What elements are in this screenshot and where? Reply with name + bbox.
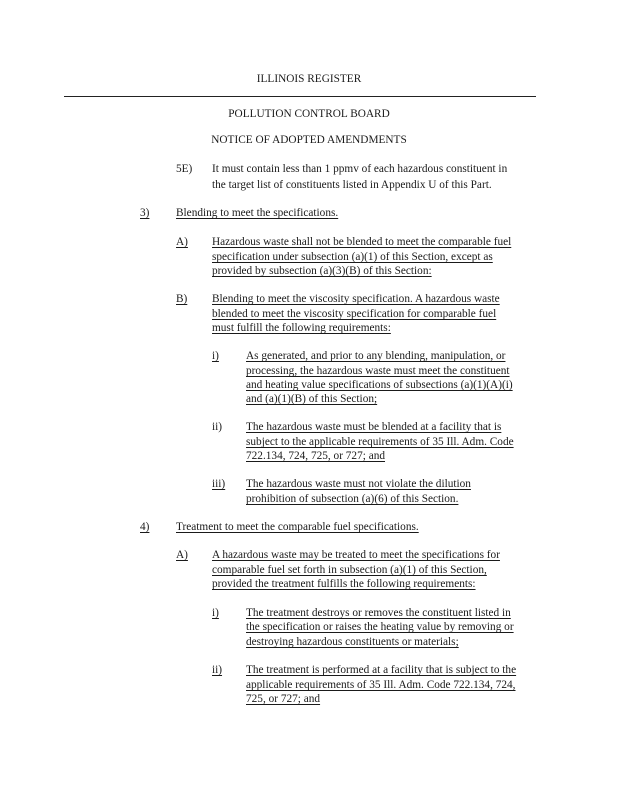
item-4a-line-2: comparable fuel set forth in subsection (a)(1) of this Section, xyxy=(212,564,487,576)
item-5e-line-1: It must contain less than 1 ppmv of each hazardous constituent in xyxy=(212,163,508,175)
item-4a-line-3: provided the treatment fulfills the following requirements: xyxy=(212,578,476,590)
item-4a-i-label: i) xyxy=(212,607,219,619)
item-4a-ii-line-1: The treatment is performed at a facility that is subject to the xyxy=(246,664,517,676)
board-name: POLLUTION CONTROL BOARD xyxy=(228,108,390,120)
item-3b-line-1: Blending to meet the viscosity specification. A hazardous waste xyxy=(212,293,500,305)
item-3b-i-line-1: As generated, and prior to any blending, manipulation, or xyxy=(246,350,506,362)
item-3b-ii-line-2: subject to the applicable requirements of 35 Ill. Adm. Code xyxy=(246,436,514,448)
header-rule xyxy=(64,96,536,97)
item-3-label: 3) xyxy=(140,207,150,219)
item-3b-line-3: must fulfill the following requirements: xyxy=(212,322,391,334)
item-5e-line-2: the target list of constituents listed in Appendix U of this Part. xyxy=(212,179,492,191)
item-3b-i-label: i) xyxy=(212,350,219,362)
item-3a-line-2: specification under subsection (a)(1) of this Section, except as xyxy=(212,251,493,263)
item-5e-label: 5E) xyxy=(176,163,193,175)
item-4a-i-line-3: destroying hazardous constituents or materials; xyxy=(246,636,459,648)
item-3b-iii-line-2: prohibition of subsection (a)(6) of this Section. xyxy=(246,493,459,505)
item-3a-line-3: provided by subsection (a)(3)(B) of this Section: xyxy=(212,265,432,277)
item-3b-ii-label: ii) xyxy=(212,421,223,433)
item-4-label: 4) xyxy=(140,521,150,533)
item-3b-ii-line-3: 722.134, 724, 725, or 727; and xyxy=(246,450,386,462)
register-title: ILLINOIS REGISTER xyxy=(256,73,362,85)
item-3a-label: A) xyxy=(176,236,188,248)
notice-title: NOTICE OF ADOPTED AMENDMENTS xyxy=(211,134,407,146)
item-4a-i-line-2: the specification or raises the heating value by removing or xyxy=(246,621,514,633)
item-3-text: Blending to meet the specifications. xyxy=(176,207,339,219)
item-4-text: Treatment to meet the comparable fuel specifications. xyxy=(176,521,419,533)
item-4a-i-line-1: The treatment destroys or removes the constituent listed in xyxy=(246,607,511,619)
item-3b-iii-line-1: The hazardous waste must not violate the dilution xyxy=(246,478,471,490)
item-3b-label: B) xyxy=(176,293,188,305)
item-3b-i-line-4: and (a)(1)(B) of this Section; xyxy=(246,393,378,405)
item-3b-line-2: blended to meet the viscosity specification for comparable fuel xyxy=(212,308,497,320)
item-3b-i-line-2: processing, the hazardous waste must meet the constituent xyxy=(246,365,510,377)
item-3a-line-1: Hazardous waste shall not be blended to meet the comparable fuel xyxy=(212,236,512,248)
item-4a-label: A) xyxy=(176,549,188,561)
item-4a-line-1: A hazardous waste may be treated to meet the specifications for xyxy=(212,549,500,561)
item-3b-ii-line-1: The hazardous waste must be blended at a facility that is xyxy=(246,421,502,433)
item-3b-i-line-3: and heating value specifications of subsections (a)(1)(A)(i) xyxy=(246,379,513,391)
item-3b-iii-label: iii) xyxy=(212,478,226,490)
item-4a-ii-label: ii) xyxy=(212,664,223,676)
item-4a-ii-line-3: 725, or 727; and xyxy=(246,693,321,705)
item-4a-ii-line-2: applicable requirements of 35 Ill. Adm. Code 722.134, 724, xyxy=(246,679,516,691)
